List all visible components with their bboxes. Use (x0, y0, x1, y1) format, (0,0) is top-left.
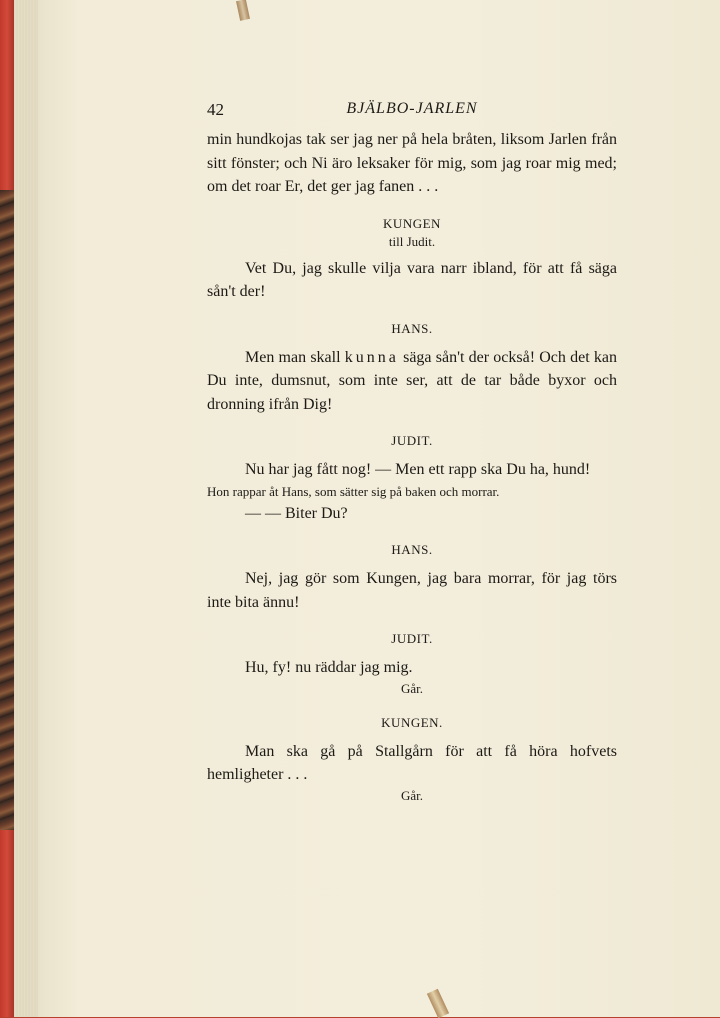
dialogue-line: Man ska gå på Stallgårn för att få höra hofvets hemligheter . . . (207, 742, 617, 783)
dialogue-line: Vet Du, jag skulle vilja vara narr ibland, för att få säga sån't der! (207, 259, 617, 300)
dialogue-line (207, 346, 617, 417)
page-number: 42 (207, 100, 224, 119)
stage-direction: Hon rappar åt Hans, som sätter sig på baken och morrar. (207, 483, 500, 499)
stage-direction: till Judit. (388, 233, 436, 249)
page-stack-edge (14, 0, 40, 1017)
speaker-name: HANS. (391, 320, 433, 336)
speaker-name: KUNGEN. (381, 714, 443, 730)
stage-direction: Går. (400, 680, 424, 696)
dialogue-line: Nej, jag gör som Kungen, jag bara morrar, för jag törs inte bita ännu! (207, 570, 617, 611)
speaker-name: HANS. (391, 542, 433, 557)
running-title: BJÄLBO-JARLEN (346, 100, 478, 117)
page-text (207, 100, 617, 811)
dialogue-text: säga sån't der också! Och det kan Du inte, dumsnut, som inte ser, att de tar både byxor och dronning ifrån Dig! (207, 348, 618, 413)
dialogue-text: Men man skall (245, 348, 345, 366)
dialogue-line: Nu har jag fått nog! — Men ett rapp ska Du ha, hund! (245, 461, 591, 478)
emphasized-word: kunna (344, 348, 399, 366)
speaker-name: JUDIT. (391, 631, 433, 646)
dialogue-line: — — Biter Du? (245, 504, 348, 522)
stage-direction: Går. (400, 787, 424, 803)
page-header (207, 100, 617, 128)
speaker-name: JUDIT. (391, 433, 433, 448)
speaker-name: KUNGEN (383, 215, 441, 231)
dialogue-line: Hu, fy! nu räddar jag mig. (245, 659, 413, 676)
paragraph: min hundkojas tak ser jag ner på hela bråten, liksom Jarlen från sitt fönster; och Ni äro leksaker för mig, som jag roar mig med; om det roar Er, det ger jag fanen . . . (207, 131, 617, 195)
